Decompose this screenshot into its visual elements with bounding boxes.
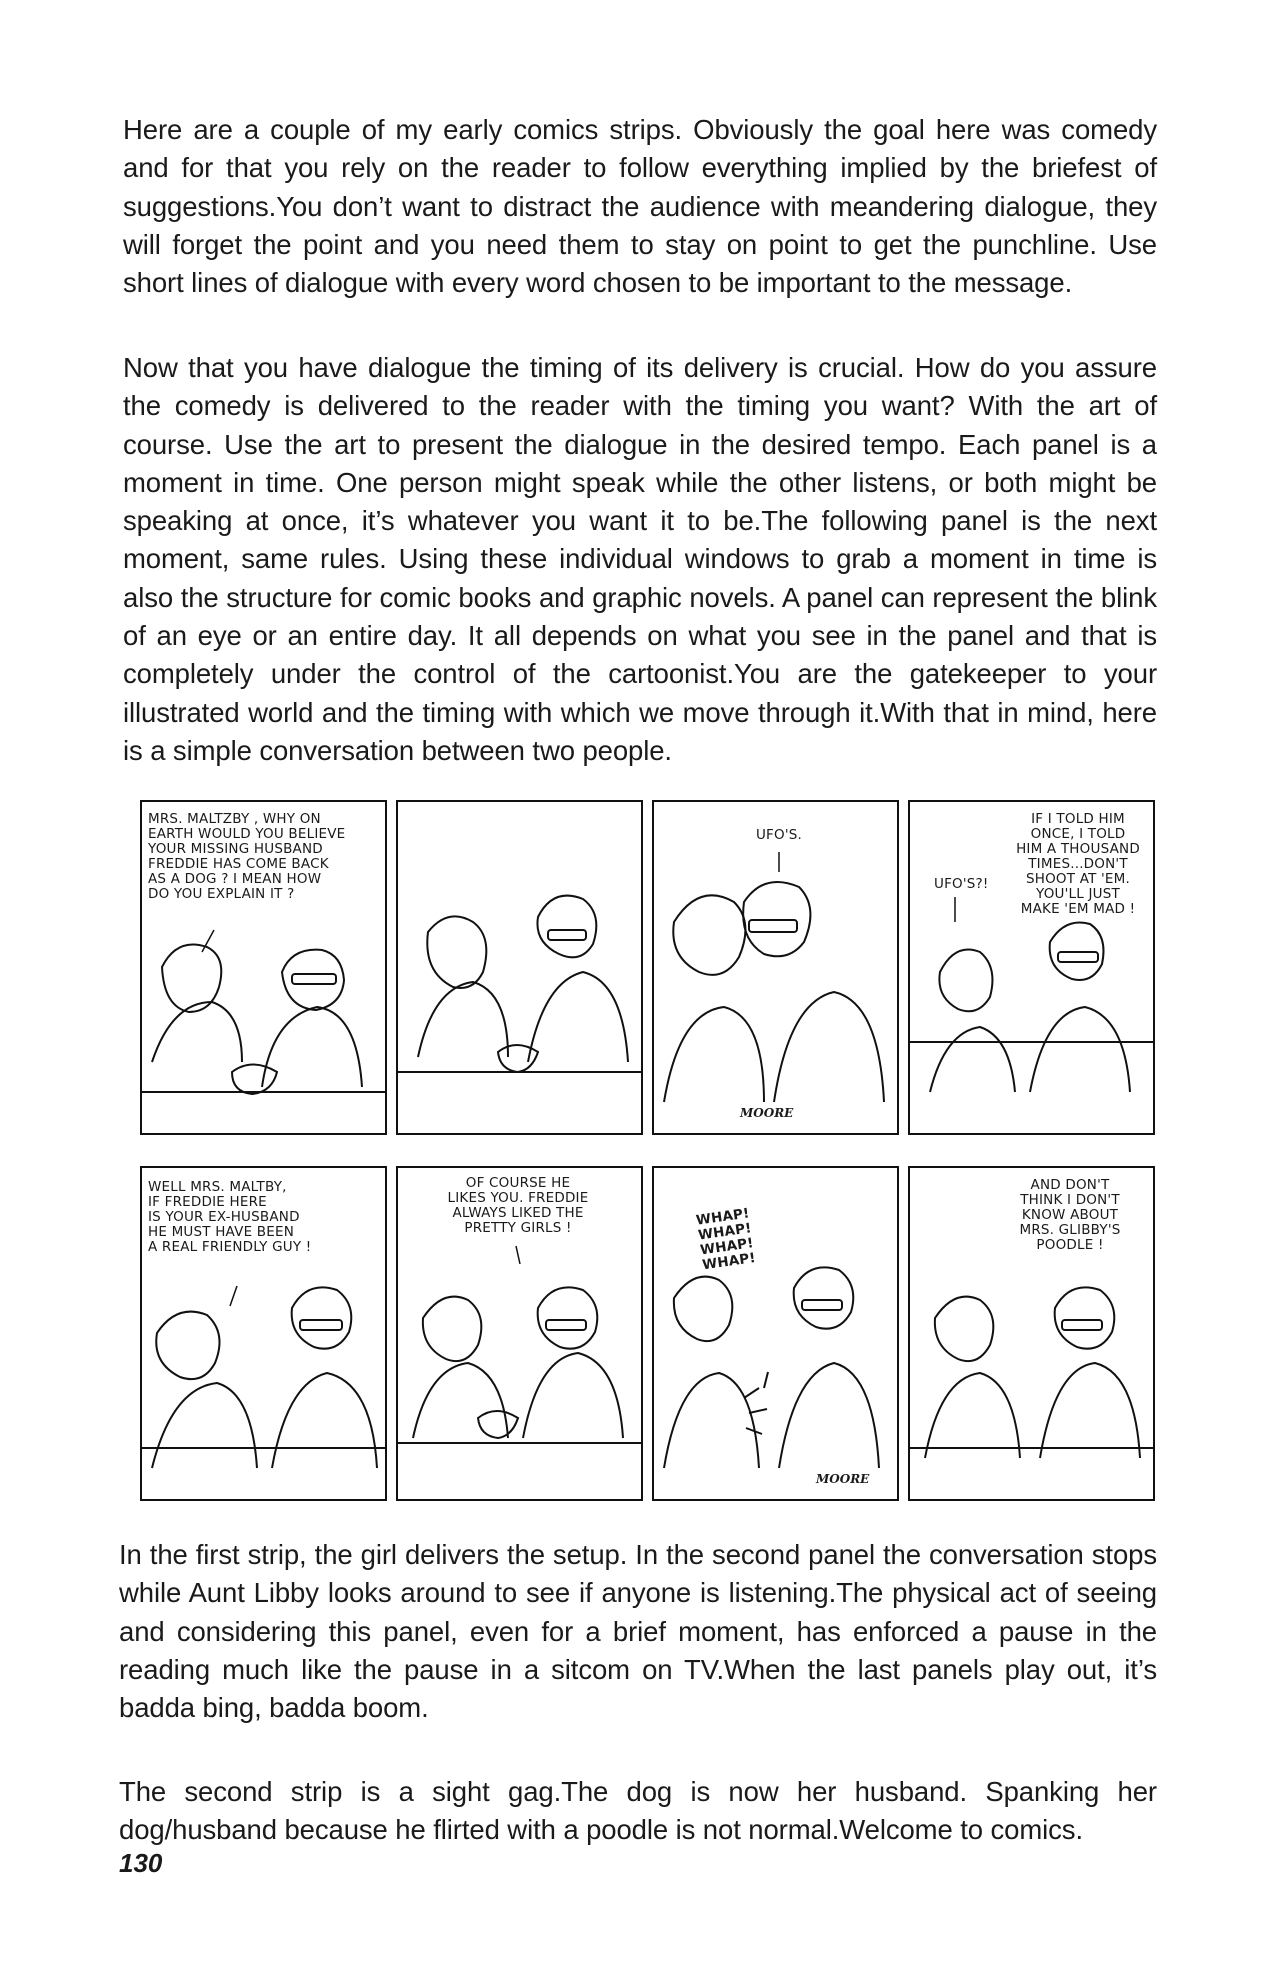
timing-paragraph: Now that you have dialogue the timing of its delivery is crucial. How do you assure the comedy is delivered to the reader with the timing you want? With the art of course. Use the art to present the dialogue in the desired tempo. Each panel is a moment in time. One person might speak while the other listens, or both might be speaking at once, it’s whatever you want it to be.The following panel is the next moment, same rules. Using these individual windows to grab a moment in time is also the structure for comic books and graphic novels. A panel can represent the blink of an eye or an entire day. It all depends on what you see in the panel and that is completely under the control of the cartoonist.You are the gatekeeper to your illustrated world and the timing with which we move through it.With that in mind, here is a simple conversation between two people. (123, 352, 1157, 766)
speech-bubble: OF COURSE HE LIKES YOU. FREDDIE ALWAYS LIKED THE PRETTY GIRLS ! (447, 1175, 589, 1236)
panel-drawing (398, 802, 641, 1133)
strip2-panel-1 (140, 1166, 387, 1501)
panel-drawing (910, 802, 1153, 1133)
panel-drawing (142, 1168, 385, 1499)
panel-drawing (142, 802, 385, 1133)
strip1-panel-2 (396, 800, 643, 1135)
panel-drawing (910, 1168, 1153, 1499)
strip2-panel-4 (908, 1166, 1155, 1501)
sound-effect: WHAP! WHAP! WHAP! WHAP! (695, 1205, 757, 1274)
sight-gag-paragraph: The second strip is a sight gag.The dog is now her husband. Spanking her dog/husband because he flirted with a poodle is not normal.Welcome to comics. (119, 1776, 1157, 1846)
speech-bubble: UFO'S?! (934, 876, 989, 892)
strip2-panel-3 (652, 1166, 899, 1501)
intro-paragraph: Here are a couple of my early comics strips. Obviously the goal here was comedy and for that you rely on the reader to follow everything implied by the briefest of suggestions.You don’t want to distract the audience with meandering dialogue, they will forget the point and you need them to stay on point to get the punchline. Use short lines of dialogue with every word chosen to be important to the message. (123, 114, 1157, 299)
speech-bubble: WELL MRS. MALTBY, IF FREDDIE HERE IS YOUR EX-HUSBAND HE MUST HAVE BEEN A REAL FRIENDLY GUY ! (148, 1179, 312, 1255)
artist-signature: MOORE (740, 1106, 794, 1120)
strip2-panel-2 (396, 1166, 643, 1501)
panel-drawing (654, 802, 897, 1133)
panel-drawing (654, 1168, 897, 1499)
speech-bubble: MRS. MALTZBY , WHY ON EARTH WOULD YOU BELIEVE YOUR MISSING HUSBAND FREDDIE HAS COME BACK AS A DOG ? I MEAN HOW DO YOU EXPLAIN IT ? (148, 811, 346, 902)
analysis-paragraph: In the first strip, the girl delivers the setup. In the second panel the conversation stops while Aunt Libby looks around to see if anyone is listening.The physical act of seeing and considering this panel, even for a brief moment, has enforced a pause in the reading much like the pause in a sitcom on TV.When the last panels play out, it’s badda bing, badda boom. (119, 1539, 1157, 1724)
speech-bubble: AND DON'T THINK I DON'T KNOW ABOUT MRS. GLIBBY'S POODLE ! (1019, 1177, 1121, 1253)
speech-bubble: IF I TOLD HIM ONCE, I TOLD HIM A THOUSAND TIMES...DON'T SHOOT AT 'EM. YOU'LL JUST MAKE 'EM MAD ! (1016, 811, 1140, 917)
comic-strip-2 (140, 1166, 1140, 1506)
strip1-panel-3 (652, 800, 899, 1135)
comic-strip-1 (140, 800, 1140, 1140)
panel-drawing (398, 1168, 641, 1499)
strip1-panel-4 (908, 800, 1155, 1135)
speech-bubble: UFO'S. (755, 827, 803, 843)
page-number: 130 (119, 1848, 163, 1878)
strip1-panel-1 (140, 800, 387, 1135)
artist-signature: MOORE (816, 1472, 870, 1486)
